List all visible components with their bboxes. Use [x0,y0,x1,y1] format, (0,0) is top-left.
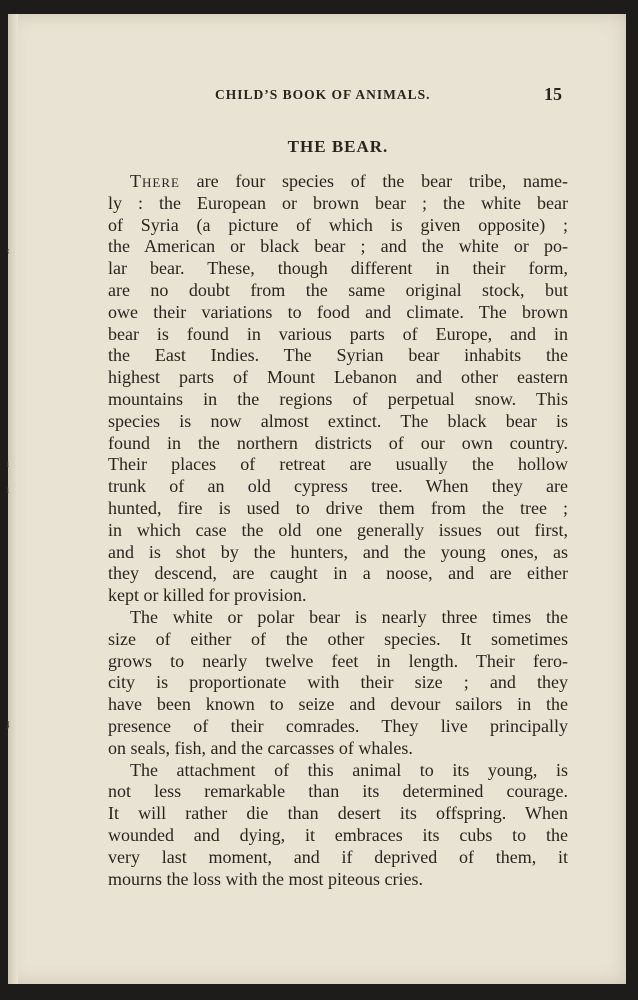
text-line: the American or black bear ; and the white or po- [108,236,568,257]
paragraph-1 [108,171,568,607]
text-line: The white or polar bear is nearly three times the [130,606,568,627]
paragraph-2 [108,607,568,760]
text-line: found in the northern districts of our own country. [108,432,568,453]
margin-mark: ı [6,456,10,470]
text-line: It will rather die than desert its offspring. When [108,803,568,824]
page-gutter [8,14,18,984]
text-line: are no doubt from the same original stock, but [108,279,568,300]
text-line: size of either of the other species. It sometimes [108,628,568,649]
text-line: wounded and dying, it embraces its cubs to the [108,824,568,845]
text-line: very last moment, and if deprived of them, it [108,846,568,867]
text-line: grows to nearly twelve feet in length. Their fero- [108,650,568,671]
text-line: they descend, are caught in a noose, and are either [108,563,568,584]
text-line: species is now almost extinct. The black bear is [108,410,568,431]
text-line: The attachment of this animal to its young, is [130,759,568,780]
text-line: highest parts of Mount Lebanon and other eastern [108,367,568,388]
text-line: and is shot by the hunters, and the young ones, as [108,541,568,562]
text-line: mountains in the regions of perpetual snow. This [108,388,568,409]
text-line: city is proportionate with their size ; and they [108,672,568,693]
text-line: bear is found in various parts of Europe, and in [108,323,568,344]
text-line: owe their variations to food and climate. The brown [108,301,568,322]
text-line: kept or killed for provision. [108,585,307,606]
page-number: 15 [544,84,562,104]
text-line: Their places of retreat are usually the hollow [108,454,568,475]
chapter-title: THE BEAR. [287,137,389,156]
text-line: have been known to seize and devour sailors in the [108,694,568,715]
text-line: the East Indies. The Syrian bear inhabits the [108,345,568,366]
text-line: in which case the old one generally issues out first, [108,519,568,540]
lead-word: There [130,171,180,191]
text-line: hunted, fire is used to drive them from the tree ; [108,497,568,518]
text-line: presence of their comrades. They live principally [108,715,568,736]
margin-mark: ı [6,482,10,496]
paragraph-3 [108,760,568,891]
body-text [108,171,568,890]
text-line: ly : the European or brown bear ; the white bear [108,192,568,213]
text-line: trunk of an old cypress tree. When they are [108,476,568,497]
text-line: on seals, fish, and the carcasses of whales. [108,737,413,758]
margin-mark: ɟ [6,716,10,730]
text-line: lar bear. These, though different in their form, [108,258,568,279]
text-line: not less remarkable than its determined courage. [108,781,568,802]
text-line: of Syria (a picture of which is given opposite) ; [108,214,568,235]
running-head: CHILD’S BOOK OF ANIMALS. [215,87,431,102]
margin-mark: ‹ [6,243,10,257]
text-line: There are four species of the bear tribe, name- [130,171,568,191]
text-line: mourns the loss with the most piteous cries. [108,868,423,889]
